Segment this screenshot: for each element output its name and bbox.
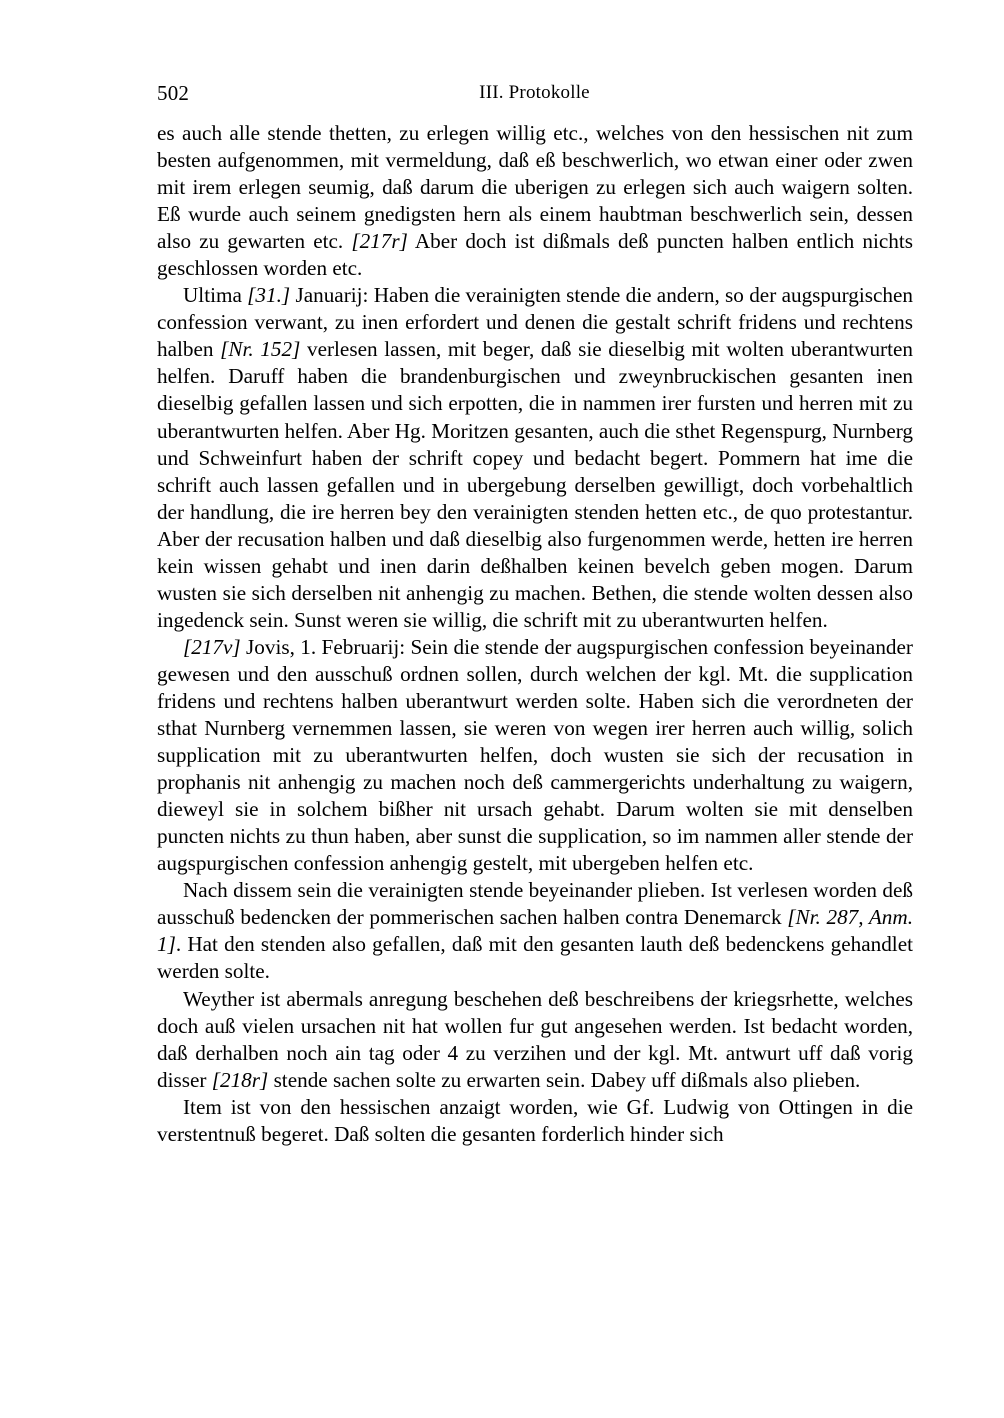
editorial-reference: [218r] <box>211 1067 269 1092</box>
paragraph: es auch alle stende thetten, zu erlegen willig etc., welches von den hessischen nit zum besten aufgenommen, mit vermeldung, daß eß beschwerlich, wo etwan einer oder zwen mit irem erlegen seumig, daß darum die uberigen zu erlegen sich auch waigern solten. Eß wurde auch seinem gnedigsten hern als einem haubtman beschwerlich sein, dessen also zu gewarten etc. [217r] Aber doch ist dißmals deß puncten halben entlich nichts geschlossen worden etc. <box>157 121 913 281</box>
running-title: III. Protokolle <box>479 82 590 103</box>
editorial-reference: [31.] <box>247 283 291 308</box>
editorial-reference: [217r] <box>351 229 408 254</box>
editorial-reference: [Nr. 287, Anm. 1] <box>157 905 914 957</box>
paragraph: Ultima [31.] Januarij: Haben die verainigten stende die andern, so der augspurgischen confession verwant, zu inen erfordert und denen die gestalt schrift fridens und rechtens halben [Nr. 152] verlesen lassen, mit beger, daß sie dieselbig mit wolten uberantwurten helfen. Daruff haben die brandenburgischen und zweynbruckischen gesanten inen dieselbig gefallen lassen und sich erpotten, die in nammen irer fursten und herren mit zu uberantwurten helfen. Aber Hg. Moritzen gesanten, auch die sthet Regenspurg, Nurnberg und Schweinfurt haben der schrift copey und bedacht begert. Pommern hat ime die schrift auch lassen gefallen und in ubergebung derselben gewilligt, doch vorbehaltlich der handlung, die ire herren bey den verainigten stenden hetten etc., de quo protestantur. Aber der recusation halben und daß dieselbig also furgenommen werde, hetten ire herren kein wissen gehabt und inen darin deßhalben keinen bevelch geben mogen. Darum wusten sie sich derselben nit anhengig zu machen. Bethen, die stende wolten dessen also ingedenck sein. Sunst weren sie willig, die schrift mit zu uberantwurten helfen. <box>157 283 913 632</box>
paragraph: Nach dissem sein die verainigten stende beyeinander plieben. Ist verlesen worden deß ausschuß bedencken der pommerischen sachen halben contra Denemarck [Nr. 287, Anm. 1]. Hat den stenden also gefallen, daß mit den gesanten lauth deß bedenckens gehandlet werden solte. <box>157 878 914 984</box>
page-number: 502 <box>157 81 190 105</box>
running-header <box>157 80 912 108</box>
paragraph: Item ist von den hessischen anzaigt worden, wie Gf. Ludwig von Ottingen in die verstentnuß begeret. Daß solten die gesanten forderlich hinder sich <box>157 1094 913 1146</box>
paragraph: [217v] Jovis, 1. Februarij: Sein die stende der augspurgischen confession beyeinander gewesen und den ausschuß ordnen sollen, durch welchen der kgl. Mt. die supplication fridens und rechtens halben uberantwurt werden solte. Haben sich die verordneten der sthat Nurnberg vernemmen lassen, sie weren von wegen irer herren auch willig, solich supplication mit zu uberantwurten helfen, doch wusten sie sich der recusation in prophanis nit anhengig zu machen noch deß cammergerichts underhaltung zu waigern, dieweyl sie in solchem bißher nit ursach gehabt. Darum wolten sie mit denselben puncten nichts zu thun haben, aber sunst die supplication, so im nammen aller stende der augspurgischen confession anhengig gestelt, mit ubergeben helfen etc. <box>157 634 913 876</box>
editorial-reference: [217v] <box>183 634 241 659</box>
text-block <box>157 120 913 1148</box>
paragraph: Weyther ist abermals anregung beschehen deß beschreibens der kriegsrhette, welches doch auß vielen ursachen nit hat wollen fur gut angesehen werden. Ist bedacht worden, daß derhalben noch ain tag oder 4 zu verzihen und der kgl. Mt. antwurt uff daß vorig disser [218r] stende sachen solte zu erwarten sein. Dabey uff dißmals also plieben. <box>157 986 913 1092</box>
editorial-reference: [Nr. 152] <box>220 337 301 362</box>
